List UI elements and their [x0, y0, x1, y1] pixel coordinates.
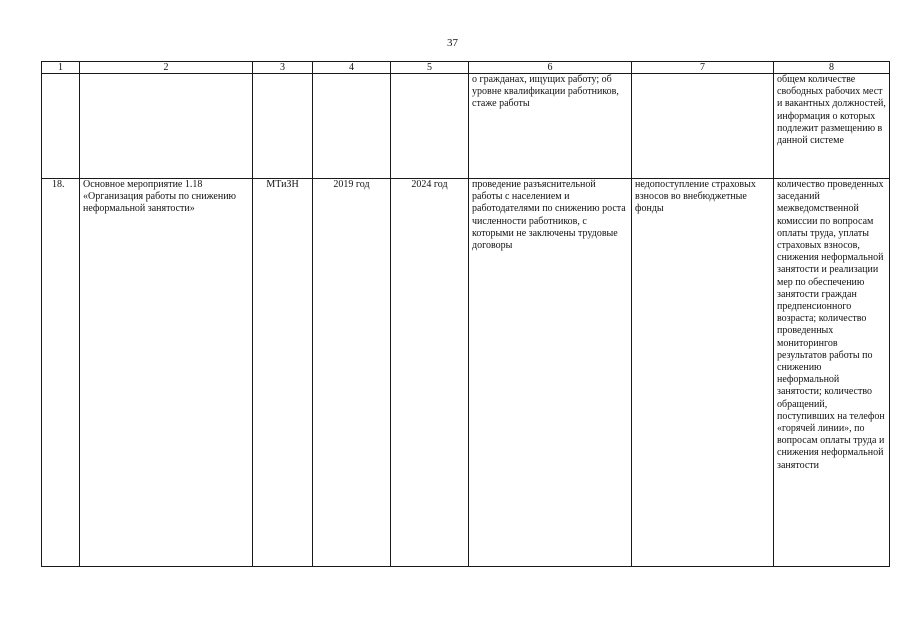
- cell-end: [391, 74, 469, 179]
- cell-result: о гражданах, ищущих работу; об уровне квалификации работников, стаже работы: [469, 74, 632, 179]
- cell-executor: МТиЗН: [253, 179, 313, 567]
- header-col-1: 1: [42, 62, 80, 74]
- cell-activity: Основное мероприятие 1.18 «Организация работы по снижению неформальной занятости»: [80, 179, 253, 567]
- cell-indicator: общем количестве свободных рабочих мест и вакантных должностей, информация о которых подлежит размещению в данной системе: [774, 74, 890, 179]
- header-col-6: 6: [469, 62, 632, 74]
- cell-start: [313, 74, 391, 179]
- header-col-5: 5: [391, 62, 469, 74]
- cell-number: [42, 74, 80, 179]
- header-col-3: 3: [253, 62, 313, 74]
- header-col-7: 7: [632, 62, 774, 74]
- page-number: 37: [447, 37, 458, 49]
- table-row-18: [42, 179, 890, 567]
- table-row-continuation: [42, 74, 890, 179]
- cell-activity: [80, 74, 253, 179]
- header-col-4: 4: [313, 62, 391, 74]
- cell-result: проведение разъяснительной работы с населением и работодателями по снижению роста численности работников, с которыми не заключены трудовые договоры: [469, 179, 632, 567]
- cell-number: 18.: [42, 179, 80, 567]
- cell-start: 2019 год: [313, 179, 391, 567]
- header-col-8: 8: [774, 62, 890, 74]
- cell-executor: [253, 74, 313, 179]
- header-row: [42, 62, 890, 74]
- cell-consequence: недопоступление страховых взносов во внебюджетные фонды: [632, 179, 774, 567]
- cell-end: 2024 год: [391, 179, 469, 567]
- cell-indicator: количество проведенных заседаний межведомственной комиссии по вопросам оплаты труда, уплаты страховых взносов, снижения неформальной занятости и реализации мер по обеспечению занятости граждан предпенсионного возраста; количество проведенных мониторингов результатов работы по снижению неформальной занятости; количество обращений, поступивших на телефон «горячей линии», по вопросам оплаты труда и снижения неформальной занятости: [774, 179, 890, 567]
- header-col-2: 2: [80, 62, 253, 74]
- cell-consequence: [632, 74, 774, 179]
- activities-table: [41, 61, 890, 567]
